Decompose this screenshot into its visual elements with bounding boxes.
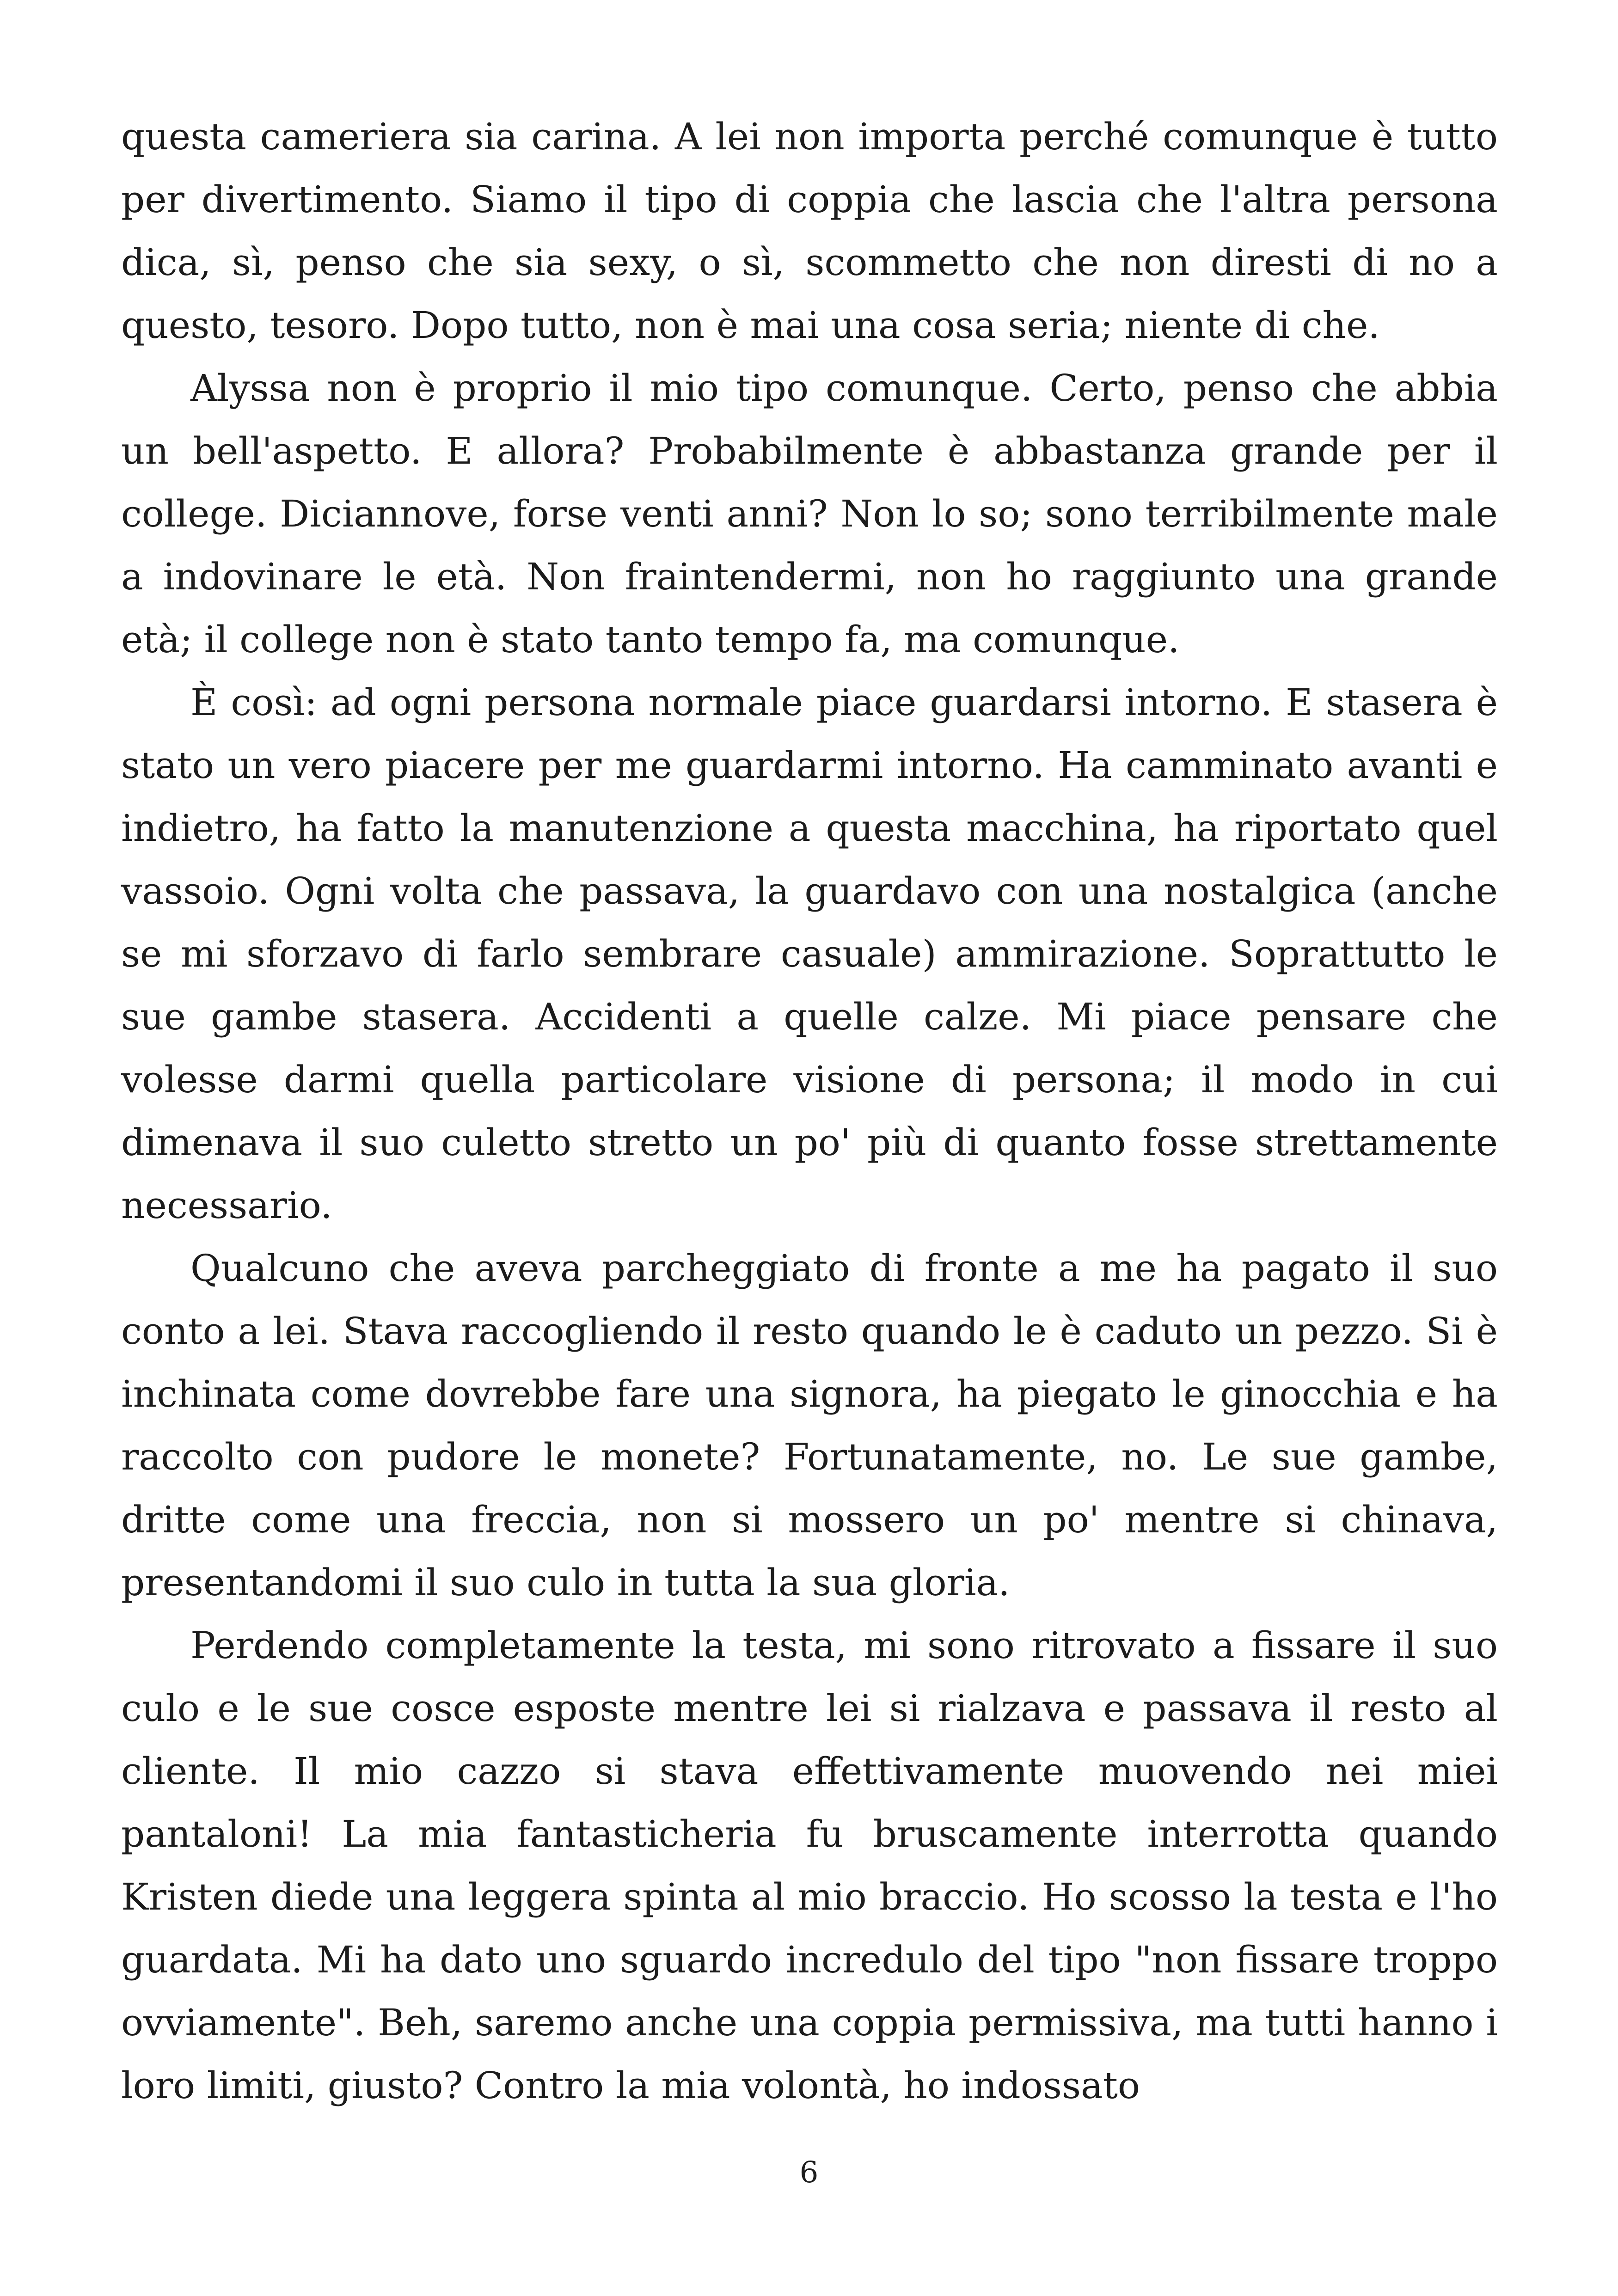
page-number: 6 [799, 2155, 819, 2190]
paragraph-2: Alyssa non è proprio il mio tipo comunque. Certo, penso che abbia un bell'aspetto. E allora? Probabilmente è abbastanza grande per il college. Diciannove, forse venti anni? Non lo so; sono terribilmente male a indovinare le età. Non fraintendermi, non ho raggiunto una grande età; il college non è stato tanto tempo fa, ma comunque. [121, 367, 1498, 661]
paragraph-1: questa cameriera sia carina. A lei non importa perché comunque è tutto per divertimento. Siamo il tipo di coppia che lascia che l'altra persona dica, sì, penso che sia sexy, o sì, scommetto che non diresti di no a questo, tesoro. Dopo tutto, non è mai una cosa seria; niente di che. [121, 115, 1498, 347]
body-text [121, 105, 1498, 2117]
paragraph-5: Perdendo completamente la testa, mi sono ritrovato a fissare il suo culo e le sue cosce esposte mentre lei si rialzava e passava il resto al cliente. Il mio cazzo si stava effettivamente muovendo nei miei pantaloni! La mia fantasticheria fu bruscamente interrotta quando Kristen diede una leggera spinta al mio braccio. Ho scosso la testa e l'ho guardata. Mi ha dato uno sguardo incredulo del tipo "non fissare troppo ovviamente". Beh, saremo anche una coppia permissiva, ma tutti hanno i loro limiti, giusto? Contro la mia volontà, ho indossato [121, 1624, 1498, 2107]
paragraph-4: Qualcuno che aveva parcheggiato di fronte a me ha pagato il suo conto a lei. Stava raccogliendo il resto quando le è caduto un pezzo. Si è inchinata come dovrebbe fare una signora, ha piegato le ginocchia e ha raccolto con pudore le monete? Fortunatamente, no. Le sue gambe, dritte come una freccia, non si mossero un po' mentre si chinava, presentandomi il suo culo in tutta la sua gloria. [121, 1247, 1498, 1604]
paragraph-3: È così: ad ogni persona normale piace guardarsi intorno. E stasera è stato un vero piacere per me guardarmi intorno. Ha camminato avanti e indietro, ha fatto la manutenzione a questa macchina, ha riportato quel vassoio. Ogni volta che passava, la guardavo con una nostalgica (anche se mi sforzavo di farlo sembrare casuale) ammirazione. Soprattutto le sue gambe stasera. Accidenti a quelle calze. Mi piace pensare che volesse darmi quella particolare visione di persona; il modo in cui dimenava il suo culetto stretto un po' più di quanto fosse strettamente necessario. [121, 681, 1498, 1227]
